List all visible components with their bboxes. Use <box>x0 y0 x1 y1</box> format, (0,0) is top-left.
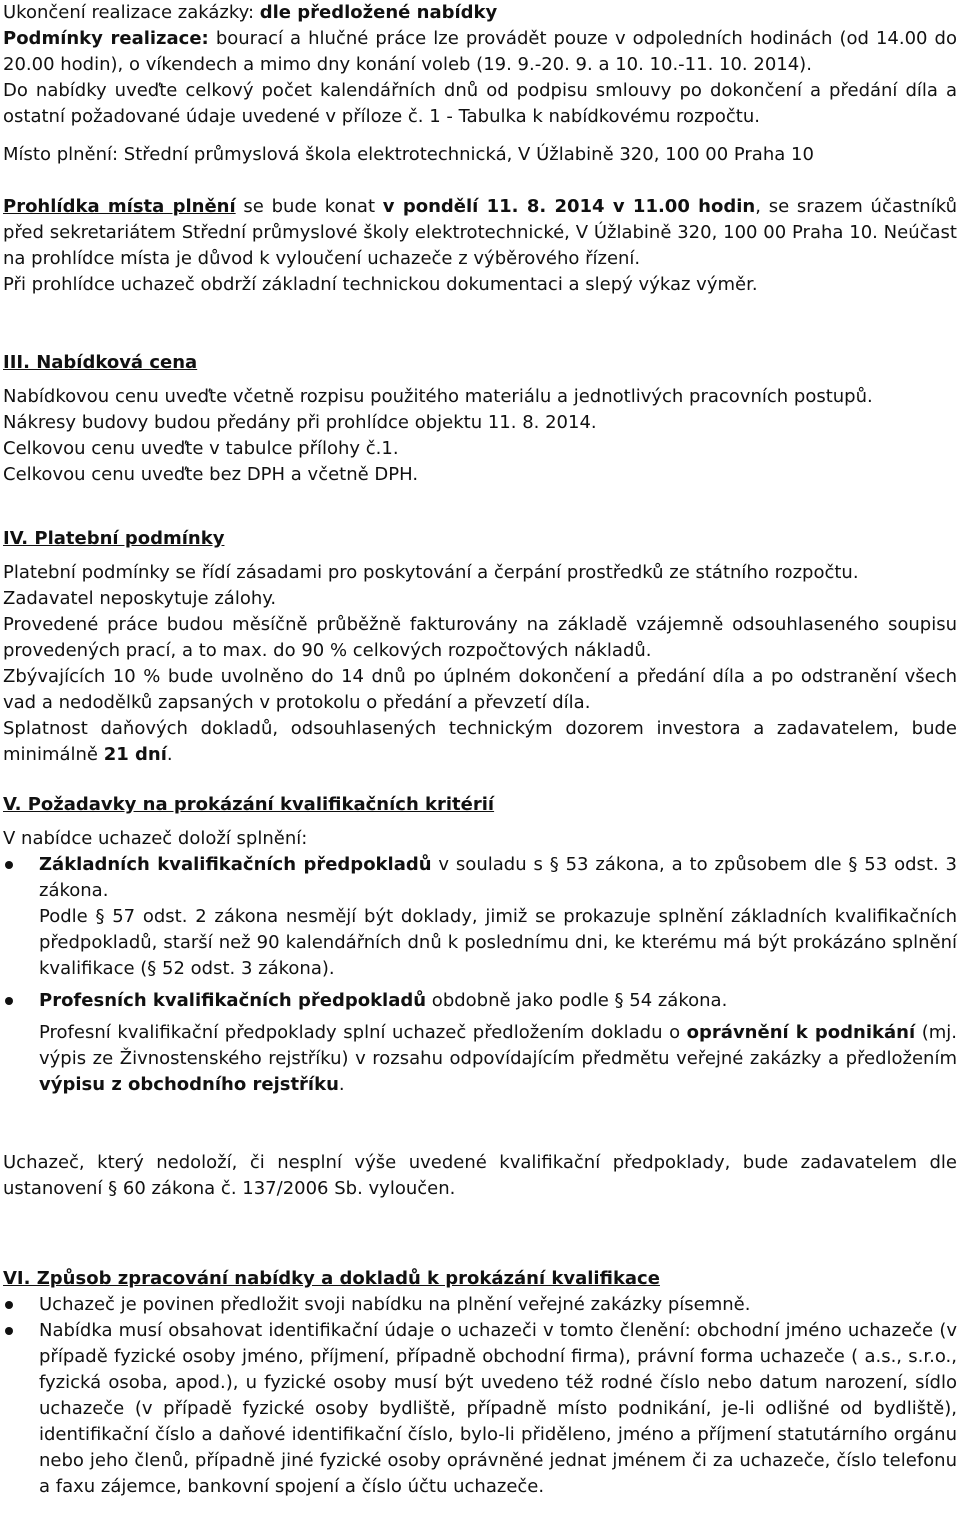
section-5-closing: Uchazeč, který nedoloží, či nesplní výše uvedené kvalifikační předpoklady, bude zadavatelem dle ustanovení § 60 zákona č. 137/2006 Sb. vyloučen. <box>3 1152 957 1199</box>
conditions-text: bourací a hlučné práce lze provádět pouze v odpoledních hodinách (od 14.00 do 20.00 hodin), o víkendech a mimo dny konání voleb (19. 9.-20. 9. a 10. 10.-11. 10. 2014). <box>3 28 957 75</box>
section-6-list <box>3 1292 957 1500</box>
professional-qualification-detail <box>3 1020 957 1098</box>
section-4-p5 <box>3 716 957 768</box>
basic-qualification-text: v souladu s § 53 zákona, a to způsobem dle § 53 odst. 3 zákona. <box>39 854 957 901</box>
prof-detail-license: oprávnění k podnikání <box>686 1022 916 1043</box>
section-4-p5-end: . <box>166 744 173 765</box>
bullet-icon <box>5 1327 13 1335</box>
inspection-title: Prohlídka místa plnění <box>3 196 236 217</box>
section-5-heading: V. Požadavky na prokázání kvalifikačních kritérií <box>3 794 495 815</box>
inspection-last-line: Při prohlídce uchazeč obdrží základní technickou dokumentaci a slepý výkaz výměr. <box>3 274 758 295</box>
section-4-p5-text: Splatnost daňových dokladů, odsouhlasených technickým dozorem investora a zadavatelem, bude minimálně <box>3 718 957 765</box>
bullet-icon <box>5 1301 13 1309</box>
section-4-heading: IV. Platební podmínky <box>3 528 225 549</box>
completion-value: dle předložené nabídky <box>259 2 498 23</box>
section-6-bullet-1 <box>3 1292 957 1318</box>
section-5-intro: V nabídce uchazeč doloží splnění: <box>3 828 308 849</box>
bullet-icon <box>5 861 13 869</box>
document-page <box>3 0 957 1500</box>
section-6-bullet-1-text: Uchazeč je povinen předložit svoji nabídku na plnění veřejné zakázky písemně. <box>39 1294 751 1315</box>
inspection-text2: , se srazem účastníků před sekretariátem Střední průmyslové školy elektrotechnické, V Úžlabině 320, 100 00 Praha 10. Neúčast na prohlídce místa je důvod k vyloučení uchazeče z výběrového řízení. <box>3 196 957 269</box>
inspection-date: v pondělí 11. 8. 2014 v 11.00 hodin <box>382 196 756 217</box>
professional-qualification-text: obdobně jako podle § 54 zákona. <box>426 990 728 1011</box>
prof-detail-end: . <box>338 1074 345 1095</box>
basic-qualification-label: Základních kvalifikačních předpokladů <box>39 854 432 875</box>
section-6-bullet-2-text: Nabídka musí obsahovat identifikační údaje o uchazeči v tomto členění: obchodní jméno uchazeče (v případě fyzické osoby jméno, příjmení, případně obchodní firma), právní forma uchazeče ( a.s., s.r.o., fyzická osoba, apod.), u fyzické osoby musí být uvedeno též rodné číslo nebo datum narození, sídlo uchazeče (v případě fyzické osoby bydliště, případně místo podnikání, je-li odlišné od bydliště), identifikační číslo a daňové identifikační číslo, bylo-li přiděleno, jméno a příjmení statutárního orgánu nebo jeho členů, případně jiné fyzické osoby oprávněné jednat jménem či za uchazeče, číslo telefonu a faxu zájemce, bankovní spojení a číslo účtu uchazeče. <box>39 1320 957 1497</box>
completion-line <box>3 0 957 26</box>
section-3-p1: Nabídkovou cenu uveďte včetně rozpisu použitého materiálu a jednotlivých pracovních postupů. <box>3 386 873 407</box>
bullet-icon <box>5 997 13 1005</box>
inspection-text1: se bude konat <box>235 196 383 217</box>
offer-instructions: Do nabídky uveďte celkový počet kalendářních dnů od podpisu smlouvy po dokončení a předání díla a ostatní požadované údaje uvedené v příloze č. 1 - Tabulka k nabídkovému rozpočtu. <box>3 80 957 127</box>
section-3-p2: Nákresy budovy budou předány při prohlídce objektu 11. 8. 2014. <box>3 412 597 433</box>
section-4-p2: Zadavatel neposkytuje zálohy. <box>3 588 277 609</box>
inspection-paragraph <box>3 194 957 272</box>
prof-detail-text1: Profesní kvalifikační předpoklady splní uchazeč předložením dokladu o <box>39 1022 687 1043</box>
professional-qualification-label: Profesních kvalifikačních předpokladů <box>39 990 427 1011</box>
prof-detail-register: výpisu z obchodního rejstříku <box>39 1074 339 1095</box>
section-4-p3: Provedené práce budou měsíčně průběžně fakturovány na základě vzájemně odsouhlaseného soupisu provedených prací, a to max. do 90 % celkových rozpočtových nákladů. <box>3 614 957 661</box>
section-3-p4: Celkovou cenu uveďte bez DPH a včetně DPH. <box>3 464 419 485</box>
section-3-heading: III. Nabídková cena <box>3 352 198 373</box>
section-6-heading: VI. Způsob zpracování nabídky a dokladů k prokázání kvalifikace <box>3 1268 660 1289</box>
section-4-p5-days: 21 dní <box>103 744 167 765</box>
basic-qualification-detail: Podle § 57 odst. 2 zákona nesmějí být doklady, jimiž se prokazuje splnění základních kvalifikačních předpokladů, starší než 90 kalendářních dnů k poslednímu dni, ke kterému má být prokázáno splnění kvalifikace (§ 52 odst. 3 zákona). <box>39 906 957 979</box>
section-4-p4: Zbývajících 10 % bude uvolněno do 14 dnů po úplném dokončení a předání díla a po odstranění všech vad a nedodělků zapsaných v protokolu o předání a převzetí díla. <box>3 666 957 713</box>
prof-detail-text2: (mj. výpis ze Živnostenského rejstříku) v rozsahu odpovídajícím předmětu veřejné zakázky a předložením <box>39 1022 957 1069</box>
section-6-bullet-2 <box>3 1318 957 1500</box>
conditions-label: Podmínky realizace: <box>3 28 209 49</box>
conditions-paragraph <box>3 26 957 78</box>
section-4-p1: Platební podmínky se řídí zásadami pro poskytování a čerpání prostředků ze státního rozpočtu. <box>3 562 859 583</box>
completion-label: Ukončení realizace zakázky: <box>3 2 260 23</box>
place-of-performance: Místo plnění: Střední průmyslová škola elektrotechnická, V Úžlabině 320, 100 00 Praha 10 <box>3 144 814 165</box>
section-5-list <box>3 852 957 1014</box>
section-5-bullet-basic <box>3 852 957 982</box>
section-3-p3: Celkovou cenu uveďte v tabulce přílohy č.1. <box>3 438 399 459</box>
section-5-bullet-professional <box>3 988 957 1014</box>
